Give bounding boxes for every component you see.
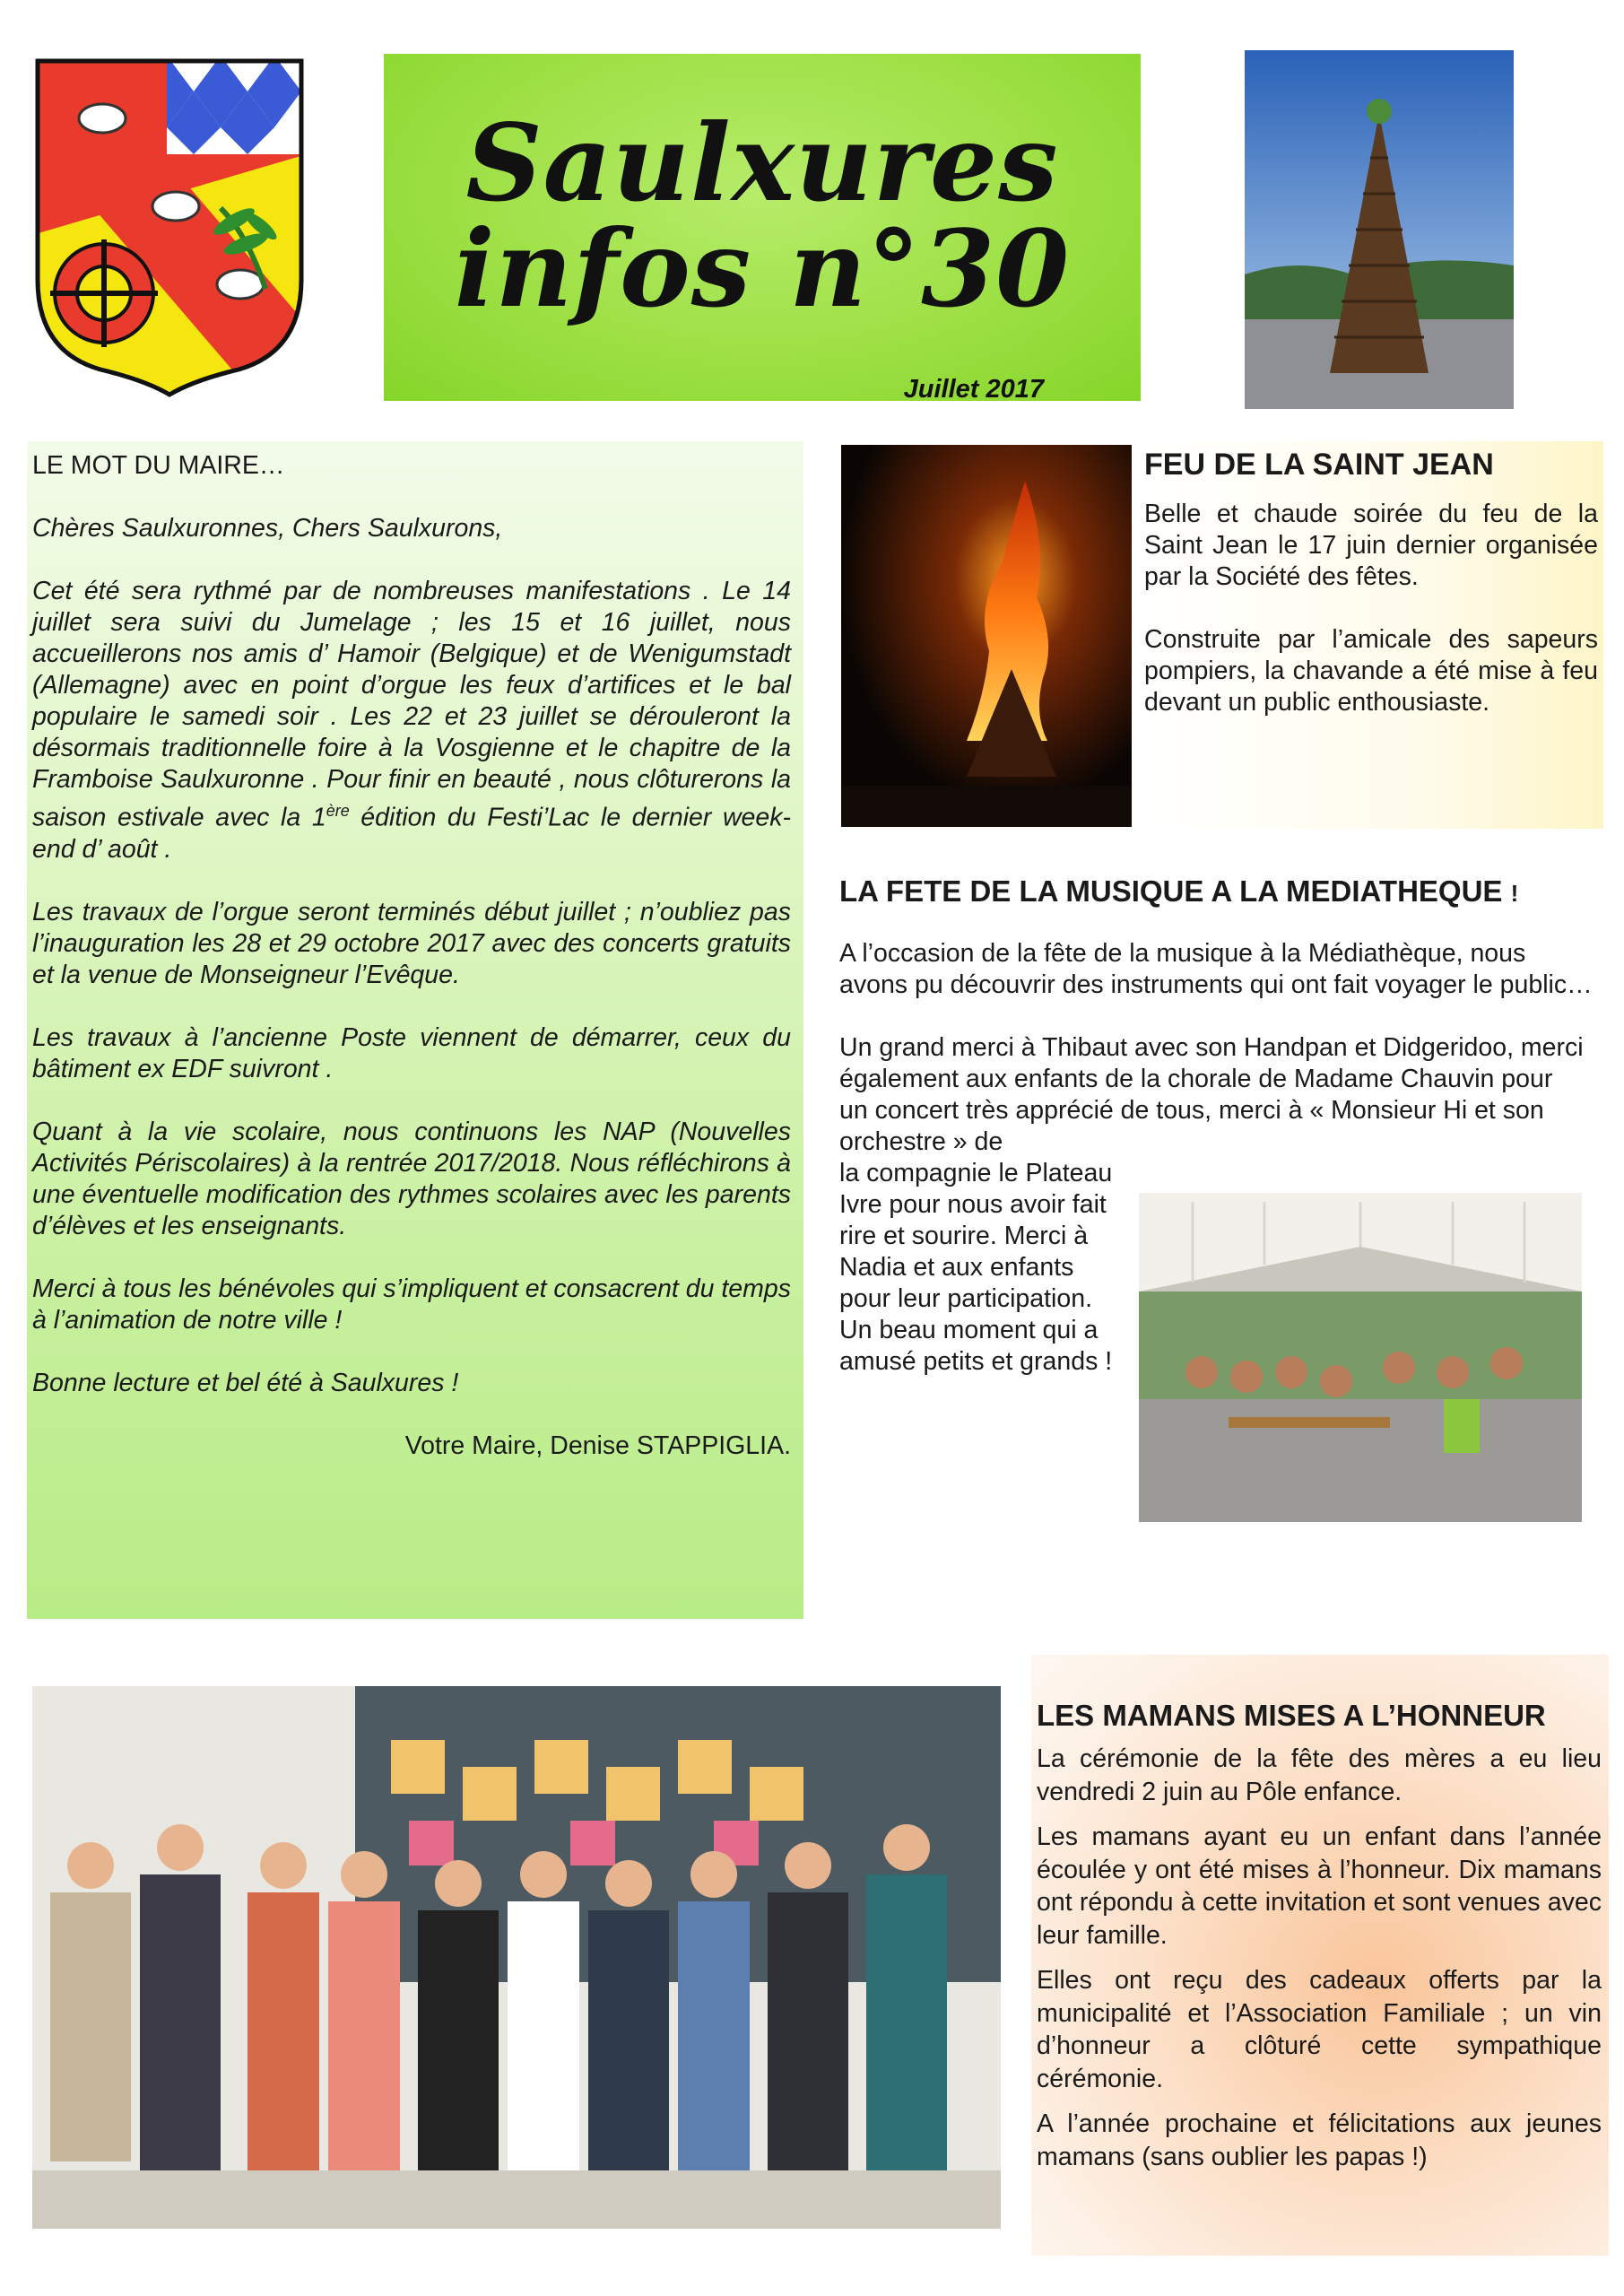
mothers-day-group-photo [32, 1686, 1001, 2229]
mothers-honored-paragraph-2: Les mamans ayant eu un enfant dans l’année écoulée y ont été mises à l’honneur. Dix mamans ont répondu à cette invitation et sont venues avec leur famille. [1037, 1822, 1602, 1950]
mothers-honored-section [1031, 1655, 1609, 2256]
music-festival-paragraph-1: A l’occasion de la fête de la musique à la Médiathèque, nous avons pu découvrir des instruments qui ont fait voyager le public… [839, 939, 1593, 999]
mothers-honored-paragraph-3: Elles ont reçu des cadeaux offerts par la municipalité et l’Association Familiale ; un vin d’honneur a clôturé cette sympathique cérémonie. [1037, 1966, 1602, 2093]
mayor-signature: Votre Maire, Denise STAPPIGLIA. [404, 1431, 791, 1460]
mayor-paragraph-school: Quant à la vie scolaire, nous continuons les NAP (Nouvelles Activités Périscolaires) à la rentrée 2017/2018. Nous réfléchirons à une éventuelle modification des rythmes scolaires avec les parents d’élèves et les enseignants. [32, 1117, 791, 1240]
newsletter-title: Saulxures [465, 100, 1059, 225]
mayor-message-section [27, 441, 803, 1619]
bonfire-pyre-photo [1245, 50, 1514, 409]
mothers-honored-paragraph-1: La cérémonie de la fête des mères a eu lieu vendredi 2 juin au Pôle enfance. [1037, 1744, 1602, 1806]
mothers-honored-heading: LES MAMANS MISES A L’HONNEUR [1037, 1699, 1546, 1732]
saint-jean-fire-section [1139, 441, 1603, 829]
mayor-heading: LE MOT DU MAIRE… [32, 451, 285, 480]
mayor-paragraph-events: Cet été sera rythmé par de nombreuses manifestations . Le 14 juillet sera suivi du Jumelage ; les 15 et 16 juillet, nous accueillerons nos amis d’ Hamoir (Belgique) et de Wenigumstadt (Allemagne) avec en point d’orgue les feux d’artifices et le bal populaire le samedi soir . Les 22 et 23 juillet se dérouleront la désormais traditionnelle foire à la Vosgienne et le chapitre de la Framboise Saulxuronne . Pour finir en beauté , nous clôturerons la saison estivale avec la 1ère édition du Festi’Lac le dernier week-end d’ août . [32, 577, 792, 864]
music-festival-paragraph-3: la compagnie le Plateau Ivre pour nous avoir fait rire et sourire. Merci à Nadia et aux enfants pour leur participation. Un beau moment qui a amusé petits et grands ! [839, 1159, 1113, 1376]
mayor-paragraph-works: Les travaux à l’ancienne Poste viennent de démarrer, ceux du bâtiment ex EDF suivront . [32, 1022, 791, 1083]
mothers-honored-paragraph-4: A l’année prochaine et félicitations aux jeunes mamans (sans oublier les papas !) [1037, 2109, 1602, 2171]
mayor-paragraph-organ: Les travaux de l’orgue seront terminés début juillet ; n’oubliez pas l’inauguration les 28 et 29 octobre 2017 avec des concerts gratuits et la venue de Monseigneur l’Evêque. [32, 897, 791, 989]
music-festival-paragraph-2: Un grand merci à Thibaut avec son Handpan et Didgeridoo, merci également aux enfants de la chorale de Madame Chauvin pour un concert très apprécié de tous, merci à « Monsieur Hi et son orchestre » de [839, 1033, 1584, 1156]
mayor-greeting: Chères Saulxuronnes, Chers Saulxurons, [32, 514, 503, 543]
title-banner [384, 54, 1141, 404]
coat-of-arms-logo [32, 56, 307, 398]
issue-date: Juillet 2017 [903, 375, 1044, 404]
bonfire-night-photo [841, 445, 1132, 827]
saint-jean-paragraph-2: Construite par l’amicale des sapeurs pompiers, la chavande a été mise à feu devant un public enthousiaste. [1144, 625, 1598, 717]
mayor-paragraph-closing: Bonne lecture et bel été à Saulxures ! [32, 1368, 459, 1397]
mayor-paragraph-thanks: Merci à tous les bénévoles qui s’impliquent et consacrent du temps à l’animation de notre ville ! [32, 1274, 791, 1335]
music-event-tent-photo [1139, 1193, 1582, 1522]
saint-jean-heading: FEU DE LA SAINT JEAN [1144, 448, 1494, 482]
saint-jean-paragraph-1: Belle et chaude soirée du feu de la Saint Jean le 17 juin dernier organisée par la Société des fêtes. [1144, 500, 1598, 591]
music-festival-heading: LA FETE DE LA MUSIQUE A LA MEDIATHEQUE ! [839, 874, 1519, 908]
newsletter-issue: infos n°30 [454, 206, 1071, 331]
